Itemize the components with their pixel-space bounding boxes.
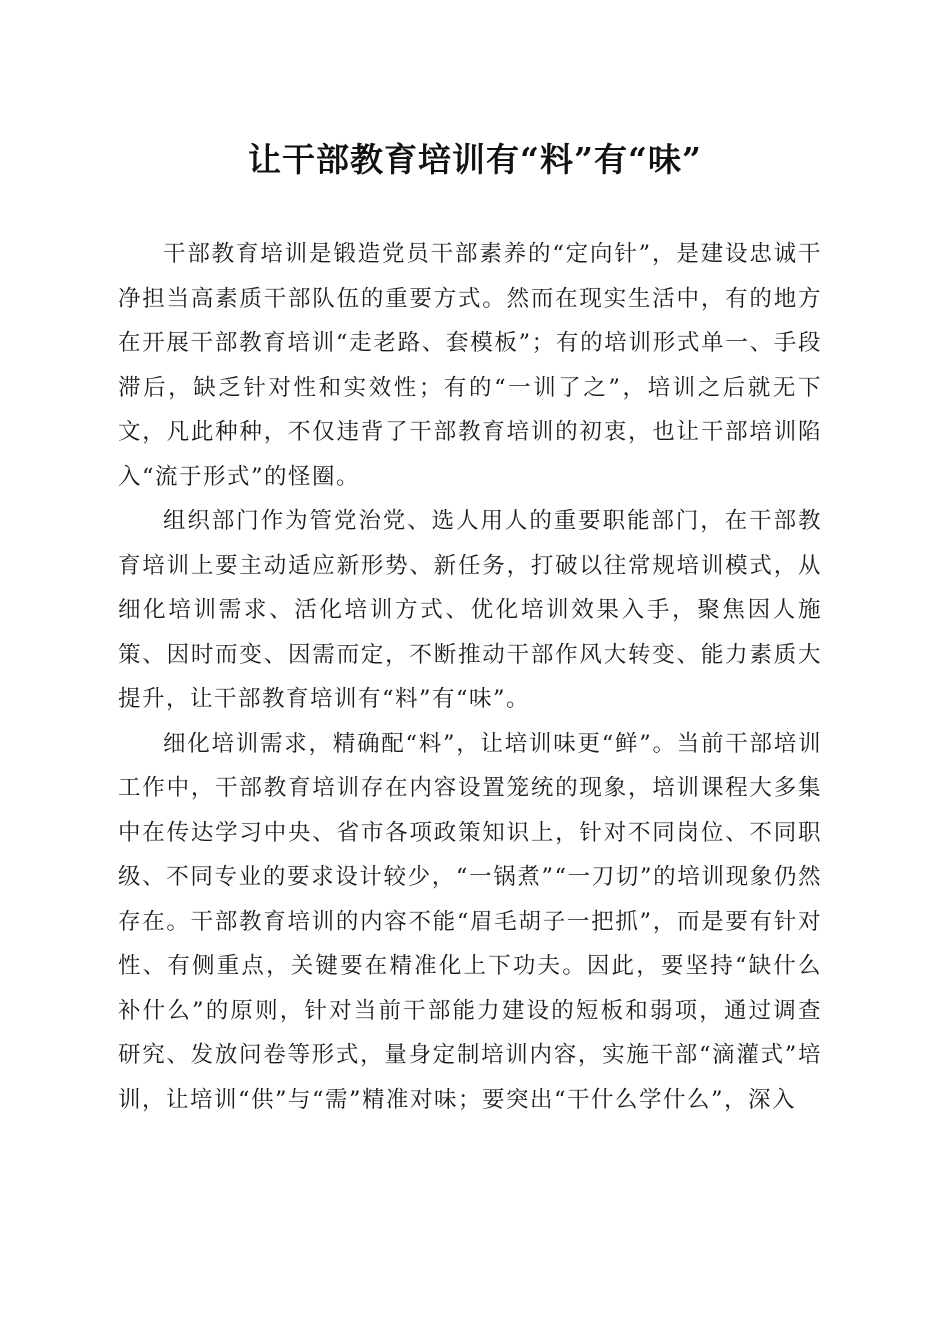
- paragraph-2: 组织部门作为管党治党、选人用人的重要职能部门，在干部教育培训上要主动适应新形势、新任务，打破以往常规培训模式，从细化培训需求、活化培训方式、优化培训效果入手，聚焦因人施策、因时而变、因需而定，不断推动干部作风大转变、能力素质大提升，让干部教育培训有“料”有“味”。: [118, 508, 822, 712]
- paragraph-3: 细化培训需求，精确配“料”，让培训味更“鲜”。当前干部培训工作中，干部教育培训存在内容设置笼统的现象，培训课程大多集中在传达学习中央、省市各项政策知识上，针对不同岗位、不同职级、不同专业的要求设计较少，“一锅煮”“一刀切”的培训现象仍然存在。干部教育培训的内容不能“眉毛胡子一把抓”，而是要有针对性、有侧重点，关键要在精准化上下功夫。因此，要坚持“缺什么补什么”的原则，针对当前干部能力建设的短板和弱项，通过调查研究、发放问卷等形式，量身定制培训内容，实施干部“滴灌式”培训，让培训“供”与“需”精准对味；要突出“干什么学什么”，深入: [118, 730, 822, 1113]
- document-body: [118, 232, 822, 1122]
- document-title: 让干部教育培训有“料”有“味”: [248, 140, 702, 179]
- paragraph-1: 干部教育培训是锻造党员干部素养的“定向针”，是建设忠诚干净担当高素质干部队伍的重要方式。然而在现实生活中，有的地方在开展干部教育培训“走老路、套模板”；有的培训形式单一、手段滞后，缺乏针对性和实效性；有的“一训了之”，培训之后就无下文，凡此种种，不仅违背了干部教育培训的初衷，也让干部培训陷入“流于形式”的怪圈。: [118, 241, 822, 490]
